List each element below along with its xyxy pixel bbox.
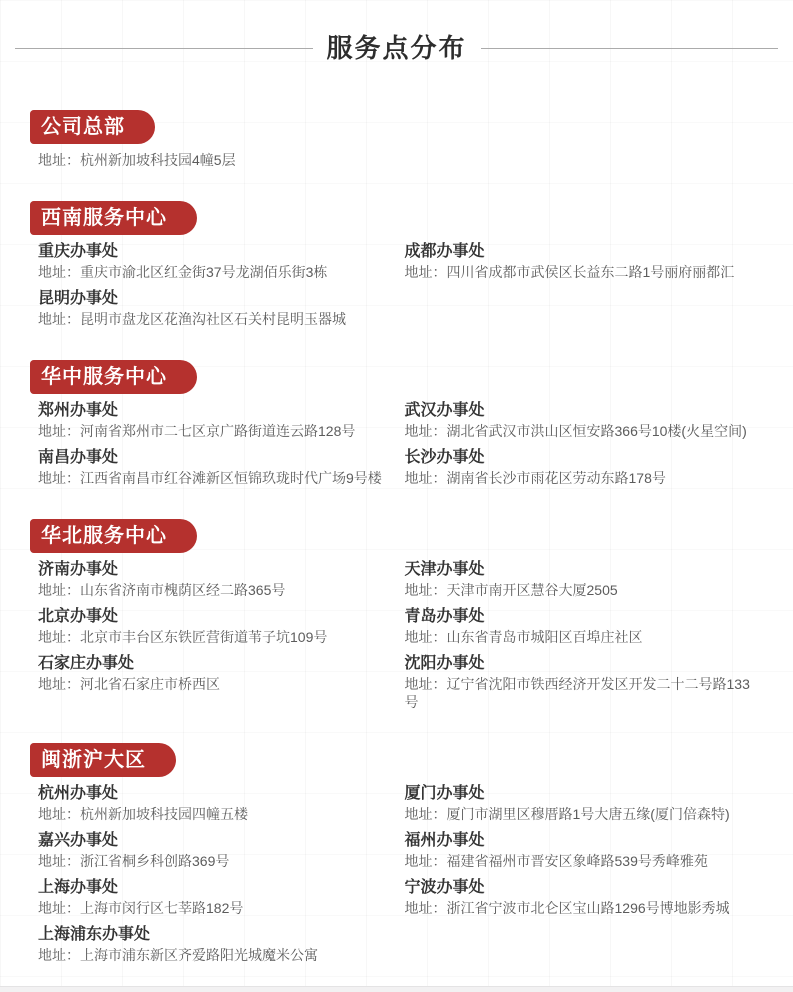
column-right xyxy=(397,399,764,495)
office-changsha xyxy=(405,448,764,487)
office-name: 上海浦东办事处 xyxy=(38,926,151,943)
section-columns xyxy=(30,240,763,336)
office-hq xyxy=(38,151,397,169)
office-name: 厦门办事处 xyxy=(404,785,485,802)
office-shenyang xyxy=(405,654,764,711)
office-address: 地址：上海市浦东新区齐爱路阳光城魔米公寓 xyxy=(38,947,318,963)
page-bottom-divider xyxy=(0,986,793,992)
office-hangzhou xyxy=(38,784,397,823)
office-name: 天津办事处 xyxy=(404,561,485,578)
section-central xyxy=(30,360,763,495)
office-address: 地址：辽宁省沈阳市铁西经济开发区开发二十二号路133号 xyxy=(404,676,750,710)
section-badge-central: 华中服务中心 xyxy=(30,360,197,394)
office-wuhan xyxy=(405,401,764,440)
office-name: 宁波办事处 xyxy=(404,879,485,896)
office-fuzhou xyxy=(405,831,764,870)
office-name: 上海办事处 xyxy=(38,879,119,896)
section-badge-southwest: 西南服务中心 xyxy=(30,201,197,235)
section-columns xyxy=(30,558,763,719)
office-address: 地址：江西省南昌市红谷滩新区恒锦玖珑时代广场9号楼 xyxy=(38,470,382,486)
office-name: 济南办事处 xyxy=(38,561,119,578)
office-address: 地址：河北省石家庄市桥西区 xyxy=(38,676,220,692)
office-name: 嘉兴办事处 xyxy=(38,832,119,849)
office-tianjin xyxy=(405,560,764,599)
office-name: 青岛办事处 xyxy=(404,608,485,625)
office-address: 地址：四川省成都市武侯区长益东二路1号丽府丽都汇 xyxy=(404,264,735,280)
office-name: 石家庄办事处 xyxy=(38,655,135,672)
office-address: 地址：上海市闵行区七莘路182号 xyxy=(38,900,244,916)
office-address: 地址：重庆市渝北区红金街37号龙湖佰乐街3栋 xyxy=(38,264,328,280)
office-jiaxing xyxy=(38,831,397,870)
office-address: 地址：山东省济南市槐荫区经二路365号 xyxy=(38,582,286,598)
page-title: 服务点分布 xyxy=(326,33,467,63)
office-address: 地址：湖北省武汉市洪山区恒安路366号10楼(火星空间) xyxy=(404,423,747,439)
column-right xyxy=(397,558,764,719)
office-jinan xyxy=(38,560,397,599)
office-name: 武汉办事处 xyxy=(404,402,485,419)
office-name: 南昌办事处 xyxy=(38,449,119,466)
office-chongqing xyxy=(38,242,397,281)
office-address: 地址：天津市南开区慧谷大厦2505 xyxy=(404,582,618,598)
column-left xyxy=(30,558,397,719)
office-name: 昆明办事处 xyxy=(38,290,119,307)
section-badge-north: 华北服务中心 xyxy=(30,519,197,553)
section-southwest xyxy=(30,201,763,336)
section-minzhehu xyxy=(30,743,763,972)
column-left xyxy=(30,782,397,972)
column-left xyxy=(30,240,397,336)
office-address: 地址：湖南省长沙市雨花区劳动东路178号 xyxy=(404,470,666,486)
column-right xyxy=(397,149,764,177)
section-north xyxy=(30,519,763,719)
office-name: 沈阳办事处 xyxy=(404,655,485,672)
office-beijing xyxy=(38,607,397,646)
office-name: 成都办事处 xyxy=(404,243,485,260)
title-divider-left xyxy=(15,48,313,49)
office-shijiazhuang xyxy=(38,654,397,693)
office-address: 地址：浙江省宁波市北仑区宝山路1296号博地影秀城 xyxy=(404,900,730,916)
office-address: 地址：山东省青岛市城阳区百埠庄社区 xyxy=(404,629,643,645)
office-name: 重庆办事处 xyxy=(38,243,119,260)
office-address: 地址：福建省福州市晋安区象峰路539号秀峰雅苑 xyxy=(404,853,708,869)
office-address: 地址：杭州新加坡科技园4幢5层 xyxy=(38,152,236,168)
office-nanchang xyxy=(38,448,397,487)
column-left xyxy=(30,399,397,495)
office-shanghai-pudong xyxy=(38,925,397,964)
office-qingdao xyxy=(405,607,764,646)
section-columns xyxy=(30,782,763,972)
section-columns xyxy=(30,149,763,177)
section-columns xyxy=(30,399,763,495)
office-name: 福州办事处 xyxy=(404,832,485,849)
section-hq xyxy=(30,110,763,177)
office-chengdu xyxy=(405,242,764,281)
office-name: 杭州办事处 xyxy=(38,785,119,802)
office-xiamen xyxy=(405,784,764,823)
office-name: 北京办事处 xyxy=(38,608,119,625)
office-address: 地址：昆明市盘龙区花渔沟社区石关村昆明玉器城 xyxy=(38,311,346,327)
section-badge-hq: 公司总部 xyxy=(30,110,155,144)
column-right xyxy=(397,240,764,336)
office-zhengzhou xyxy=(38,401,397,440)
office-name: 长沙办事处 xyxy=(404,449,485,466)
column-right xyxy=(397,782,764,972)
title-divider-right xyxy=(481,48,779,49)
office-name: 郑州办事处 xyxy=(38,402,119,419)
office-address: 地址：杭州新加坡科技园四幢五楼 xyxy=(38,806,248,822)
office-ningbo xyxy=(405,878,764,917)
office-shanghai xyxy=(38,878,397,917)
office-address: 地址：河南省郑州市二七区京广路街道连云路128号 xyxy=(38,423,356,439)
column-left xyxy=(30,149,397,177)
office-address: 地址：浙江省桐乡科创路369号 xyxy=(38,853,230,869)
office-address: 地址：厦门市湖里区穆厝路1号大唐五缘(厦门倍森特) xyxy=(404,806,730,822)
section-badge-minzhehu: 闽浙沪大区 xyxy=(30,743,176,777)
office-address: 地址：北京市丰台区东铁匠营街道苇子坑109号 xyxy=(38,629,328,645)
office-kunming xyxy=(38,289,397,328)
page-title-row xyxy=(15,30,778,66)
